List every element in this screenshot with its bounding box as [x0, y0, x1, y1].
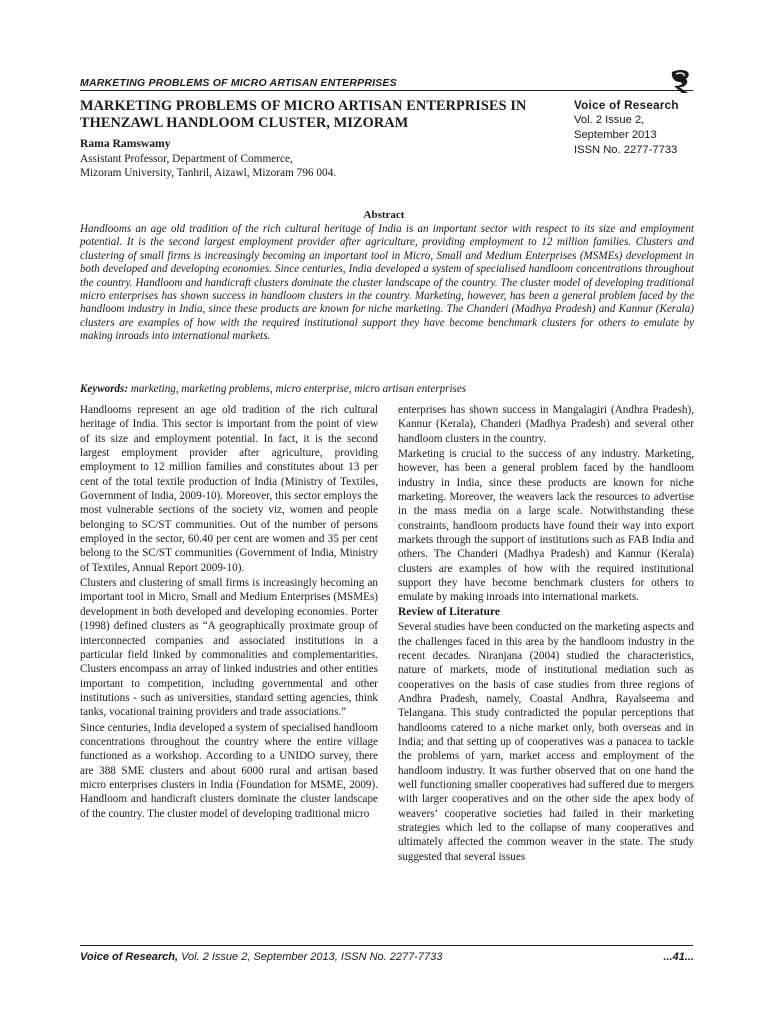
footer-journal-name: Voice of Research,	[80, 951, 179, 963]
paragraph: enterprises has shown success in Mangalagiri (Andhra Pradesh), Kannur (Kerala), Chanderi (Madhya Pradesh) and several other handloom clusters in the country.	[398, 404, 694, 445]
paragraph: Handlooms represent an age old tradition of the rich cultural heritage of India. This sector is important from the point of view of its size and employment potential. In fact, it is the second largest employment provider after agriculture, providing employment to 12 million families and constitutes about 13 per cent of the total textile production of India (Ministry of Textiles, Government of India, 2009-10). Moreover, this sector employs the most vulnerable sections of the society viz, women and people belonging to SC/ST communities. Out of the number of persons employed in the sector, 60.40 per cent are women and 35 per cent belong to the SC/ST communities (Government of India, Ministry of Textiles, Annual Report 2009-10).	[80, 404, 378, 574]
keywords-list: marketing, marketing problems, micro enterprise, micro artisan enterprises	[128, 383, 467, 395]
bottom-rule	[80, 945, 693, 946]
keywords-label: Keywords:	[80, 383, 129, 395]
article-title: MARKETING PROBLEMS OF MICRO ARTISAN ENTERPRISES IN THENZAWL HANDLOOM CLUSTER, MIZORAM	[80, 98, 527, 131]
page-number: ...41...	[663, 951, 694, 963]
paragraph: Clusters and clustering of small firms is increasingly becoming an important tool in Micro, Small and Medium Enterprises (MSMEs) development in both developed and developing economies. Porter (1998) defined clusters as “A geographically proximate group of interconnected companies and associated institutions in a particular field linked by commonalities and complementarities. Clusters encompass an array of linked industries and other entities important to competition, including governmental and other institutions - such as universities, standard setting agencies, think tanks, vocational training providers and trade associations.”	[80, 577, 378, 719]
journal-date: September 2013	[574, 129, 657, 141]
author-block	[80, 137, 500, 181]
paragraph: Since centuries, India developed a system of specialised handloom concentrations throughout the country where the entire village functioned as a workshop. According to a UNIDO survey, there are 388 SME clusters and about 6000 rural and artisan based micro enterprises clusters in India (Foundation for MSME, 2009). Handloom and handicraft clusters dominate the cluster landscape of the country. The cluster model of developing traditional micro	[80, 721, 378, 820]
paragraph: Several studies have been conducted on the marketing aspects and the challenges faced in this area by the handloom industry in the recent decades. Niranjana (2004) studied the characteristics, nature of markets, mode of institutional mediation such as cooperatives on the basis of case studies from three regions of Andhra Pradesh, namely, Coastal Andhra, Rayalseema and Telangana. This study contradicted the popular perceptions that handlooms catered to a niche market only, both overseas and in India; and that setting up of cooperatives was a panacea to tackle the problems of yarn, market access and employment of the handloom industry. It was further observed that on one hand the well functioning smaller cooperatives had suffered due to mergers with larger cooperatives and on the other side the apex body of weavers’ cooperative societies had failed in their marketing strategies which led to the collapse of many cooperatives and ultimately affected the common weaver in the state. The study suggested that several issues	[398, 621, 694, 863]
running-head: MARKETING PROBLEMS OF MICRO ARTISAN ENTERPRISES	[80, 77, 397, 89]
paragraph: Marketing is crucial to the success of any industry. Marketing, however, has been a general problem faced by the handloom industry in India, since these products are known for niche marketing. Moreover, the weavers lack the resources to advertise in the mass media on a large scale. Notwithstanding these constraints, handloom products have found their way into export markets through the support of institutions such as FAB India and others. The Chanderi (Madhya Pradesh) and Kannur (Kerala) clusters are examples of how with the required institutional support they have become benchmark clusters for others to emulate by making inroads into international markets.	[398, 448, 694, 604]
journal-logo-icon	[666, 66, 696, 96]
body-column-right	[398, 403, 694, 864]
journal-issn: ISSN No. 2277-7733	[574, 144, 678, 156]
footer-details: Vol. 2 Issue 2, September 2013, ISSN No. 2277-7733	[178, 951, 443, 963]
keywords	[80, 383, 694, 396]
author-affiliation-line-2: Mizoram University, Tanhril, Aizawl, Mizoram 796 004.	[80, 167, 337, 179]
journal-info	[574, 98, 704, 158]
author-affiliation-line-1: Assistant Professor, Department of Commerce,	[80, 152, 293, 165]
body-column-left	[80, 403, 378, 821]
footer-citation	[80, 951, 442, 963]
top-rule	[80, 90, 693, 91]
abstract-heading: Abstract	[363, 209, 405, 221]
journal-volume: Vol. 2 Issue 2,	[574, 114, 645, 126]
journal-name: Voice of Research	[574, 99, 679, 112]
author-name: Rama Ramswamy	[80, 137, 171, 150]
abstract-text: Handlooms an age old tradition of the rich cultural heritage of India is an important sector with respect to its size and employment potential. It is the second largest employment provider after agriculture, providing employment to 12 million families. Clusters and clustering of small firms is increasingly becoming an important tool in Micro, Small and Medium Enterprises (MSMEs) development in both developed and developing economies. Since centuries, India developed a system of specialised handloom concentrations throughout the country. Handloom and handicraft clusters dominate the cluster landscape of the country. The cluster model of developing traditional micro enterprises has shown success in handloom clusters in the country. Marketing, however, has been a general problem faced by the handloom industry in India, since these products are known for niche marketing. The Chanderi (Madhya Pradesh) and Kannur (Kerala) clusters are examples of how with the required institutional support they have become benchmark clusters for others to emulate by making inroads into international markets.	[80, 223, 694, 343]
section-heading-review-of-literature: Review of Literature	[398, 605, 500, 618]
